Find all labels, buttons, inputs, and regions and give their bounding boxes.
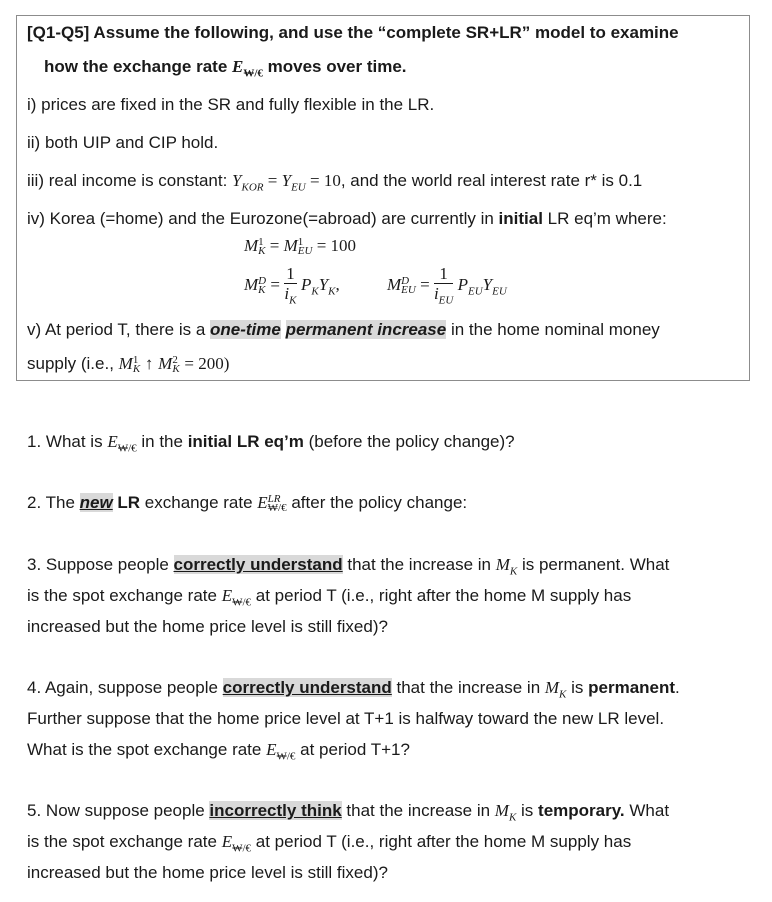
title-text: [Q1-Q5] Assume the following, and use the “complete SR+LR” model to examine	[27, 23, 679, 42]
title-text-2a: how the exchange rate	[44, 57, 232, 76]
assumption-iv: iv) Korea (=home) and the Eurozone(=abroad) are currently in initial LR eq’m where:	[27, 209, 667, 228]
question-5: 5. Now suppose people incorrectly think that the increase in $M_K$ is temporary. What	[27, 801, 670, 824]
question-4: 4. Again, suppose people correctly understand that the increase in $M_K$ is permanent.	[27, 678, 680, 701]
assumptions-title	[27, 23, 679, 43]
assumption-v: v) At period T, there is a one-time permanent increase in the home nominal money	[27, 320, 660, 339]
question-5-line3: increased but the home price level is still fixed)?	[27, 863, 388, 882]
question-3-line2: is the spot exchange rate $E_{₩/€}$ at period T (i.e., right after the home M supply has	[27, 586, 632, 609]
title-text-2b: moves over time.	[262, 57, 407, 76]
assumption-ii: ii) both UIP and CIP hold.	[27, 133, 219, 152]
assumption-i: i) prices are fixed in the SR and fully flexible in the LR.	[27, 95, 435, 114]
assumption-iii: iii) real income is constant: $Y_{KOR} = Y_{EU} = 10$, and the world real interest rate r* is 0.1	[27, 171, 643, 194]
question-1: 1. What is $E_{₩/€}$ in the initial LR eq’m (before the policy change)?	[27, 432, 515, 455]
equation-money-supply: M 1 K = M 1 EU = 100	[244, 236, 357, 258]
question-3-line3: increased but the home price level is still fixed)?	[27, 617, 388, 636]
question-3: 3. Suppose people correctly understand that the increase in $M_K$ is permanent. What	[27, 555, 670, 578]
question-4-line2: Further suppose that the home price level at T+1 is halfway toward the new LR level.	[27, 709, 665, 728]
equation-money-demand-eu: M D EU = $\frac{1}{i_{EU}}$ $P_{EU}Y_{EU}$	[387, 264, 507, 307]
question-5-line2: is the spot exchange rate $E_{₩/€}$ at period T (i.e., right after the home M supply has	[27, 832, 632, 855]
equation-money-demand-korea: M D K = $\frac{1}{i_K}$ $P_KY_K$,	[244, 264, 340, 307]
question-4-line3: What is the spot exchange rate $E_{₩/€}$ at period T+1?	[27, 740, 410, 763]
question-2: 2. The new LR exchange rate E LR ₩/€ after the policy change:	[27, 493, 468, 515]
exchange-rate-symbol: $E_{₩/€}$	[232, 57, 263, 80]
assumptions-title-line2	[44, 57, 407, 79]
assumption-v-line2: supply (i.e., M 1 K ↑ M 2 K = 200)	[27, 353, 230, 375]
